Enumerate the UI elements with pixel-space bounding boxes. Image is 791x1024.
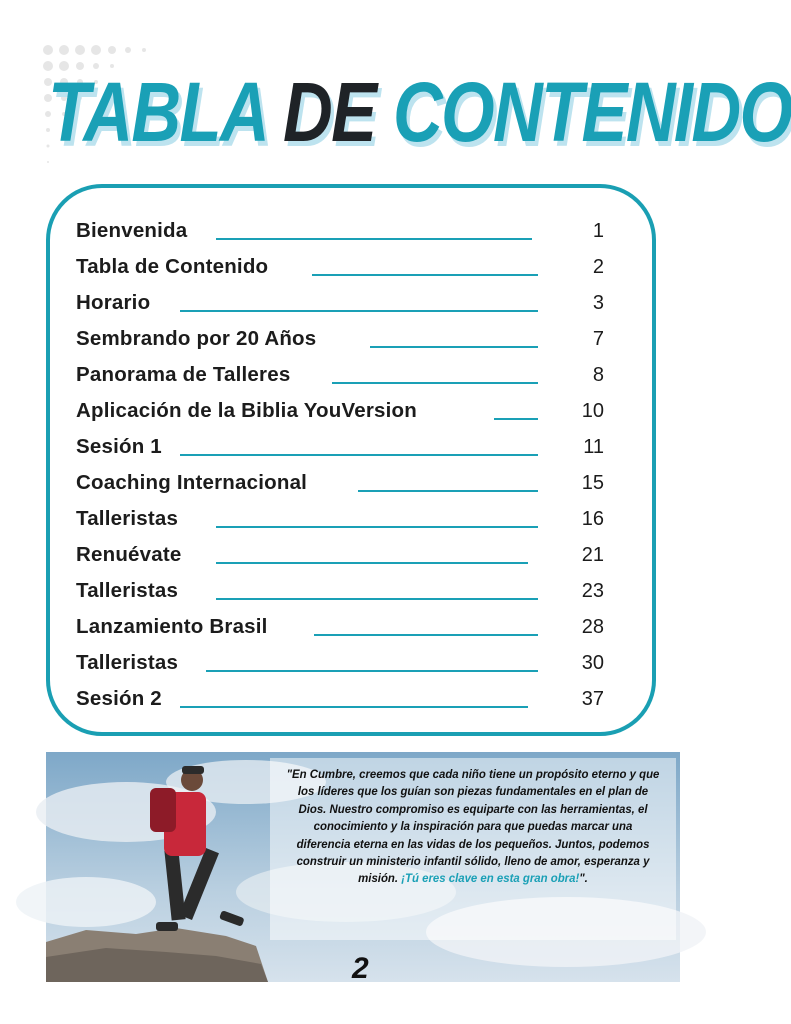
title-part: DE <box>283 65 376 159</box>
toc-page: 1 <box>592 220 604 242</box>
toc-page: 16 <box>581 508 604 530</box>
quote-body: "En Cumbre, creemos que cada niño tiene un propósito eterno y que los líderes que los guían son piezas fundamentales en el plan de Dios. Nuestro compromiso es equiparte con las herramientas, el conocimiento y la inspiración para que puedas marcar una diferencia eterna en las vidas de los pequeños. Juntos, podemos construir un ministerio infantil sólido, lleno de amor, esperanza y misión. <box>286 767 660 886</box>
toc-page: 21 <box>581 544 604 566</box>
toc-row[interactable] <box>76 574 604 608</box>
title-part: CONTEN <box>392 65 674 159</box>
toc-row[interactable] <box>76 214 604 248</box>
toc-page: 23 <box>581 580 604 602</box>
toc-row[interactable] <box>76 502 604 536</box>
toc-row[interactable] <box>76 322 604 356</box>
leader-line <box>358 490 538 492</box>
page-title <box>48 62 791 162</box>
toc-page: 37 <box>581 688 604 710</box>
toc-label: Panorama de Talleres <box>76 363 291 386</box>
toc-row[interactable] <box>76 646 604 680</box>
toc-page: 8 <box>592 364 604 386</box>
leader-line <box>312 274 538 276</box>
leader-line <box>314 634 538 636</box>
toc-label: Sembrando por 20 Años <box>76 327 317 350</box>
quote-banner <box>46 752 680 982</box>
toc-row[interactable] <box>76 610 604 644</box>
toc-page: 28 <box>581 616 604 638</box>
leader-line <box>216 526 538 528</box>
quote-highlight: ¡Tú eres clave en esta gran obra! <box>401 871 580 886</box>
leader-line <box>180 454 538 456</box>
toc-row[interactable] <box>76 394 604 428</box>
page-number: 2 <box>352 952 369 985</box>
toc-label: Tabla de Contenido <box>76 255 269 278</box>
leader-line <box>180 706 528 708</box>
toc-page: 2 <box>592 256 604 278</box>
toc-label: Sesión 1 <box>76 435 162 458</box>
toc-row[interactable] <box>76 250 604 284</box>
toc-label: Aplicación de la Biblia YouVersion <box>76 399 417 422</box>
toc-row[interactable] <box>76 430 604 464</box>
toc-page: 11 <box>583 436 604 458</box>
toc-label: Renuévate <box>76 543 182 566</box>
toc-label: Talleristas <box>76 507 179 530</box>
leader-line <box>494 418 538 420</box>
toc-label: Bienvenida <box>76 219 188 242</box>
toc-page: 10 <box>581 400 604 422</box>
leader-line <box>332 382 538 384</box>
title-part: TABLA <box>48 65 266 159</box>
toc-row[interactable] <box>76 538 604 572</box>
leader-line <box>216 562 528 564</box>
toc-row[interactable] <box>76 358 604 392</box>
toc-label: Sesión 2 <box>76 687 162 710</box>
quote-ending: ". <box>579 871 588 886</box>
leader-line <box>216 238 532 240</box>
leader-line <box>180 310 538 312</box>
toc-label: Talleristas <box>76 579 179 602</box>
leader-line <box>370 346 538 348</box>
toc-label: Lanzamiento Brasil <box>76 615 268 638</box>
quote-text <box>286 766 660 888</box>
toc-page: 3 <box>592 292 604 314</box>
toc-label: Talleristas <box>76 651 179 674</box>
toc-page: 7 <box>592 328 604 350</box>
toc-label: Coaching Internacional <box>76 471 308 494</box>
table-of-contents <box>46 184 656 736</box>
leader-line <box>206 670 538 672</box>
toc-row[interactable] <box>76 682 604 716</box>
toc-page: 30 <box>581 652 604 674</box>
title-part: IDO <box>673 65 791 159</box>
toc-page: 15 <box>581 472 604 494</box>
leader-line <box>216 598 538 600</box>
toc-label: Horario <box>76 291 151 314</box>
toc-row[interactable] <box>76 466 604 500</box>
toc-row[interactable] <box>76 286 604 320</box>
